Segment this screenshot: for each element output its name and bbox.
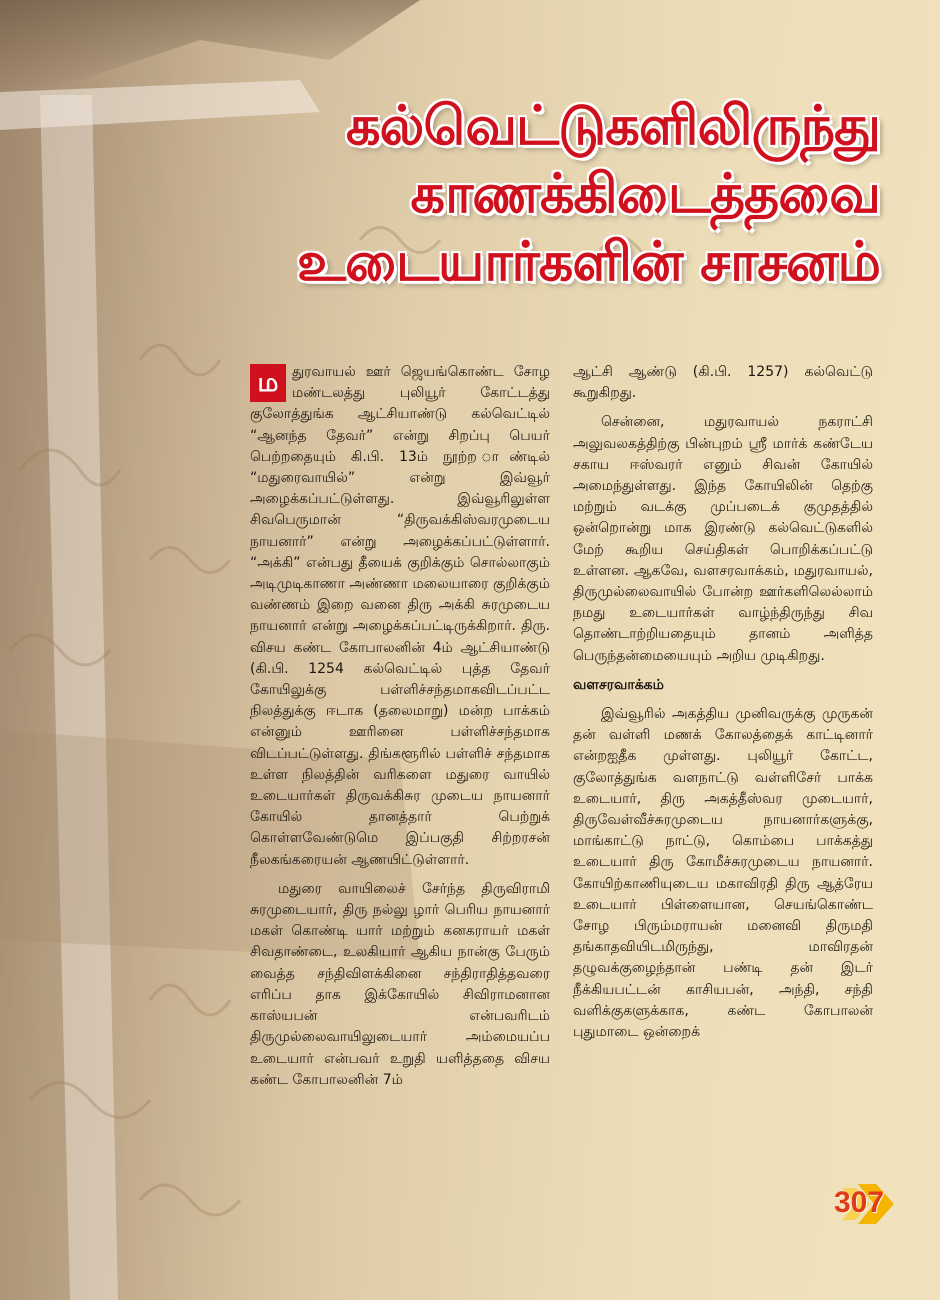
article-paragraph-1 bbox=[250, 362, 550, 871]
article-paragraph-2: மதுரை வாயிலைச் சேர்ந்த திருவிராமி சுரமுடையார், திரு நல்லு ழார் பெரிய நாயனார் மகள் கொண்டி யார் மற்றும் கனகராயர் மகள் சிவதாண்டை, உலகியார் ஆகிய நான்கு பேரும் வைத்த சந்திவிளக்கினை சந்திராதித்தவரை எரிப்ப தாக இக்கோயில் சிவிராமனான காஸ்யபன் என்பவரிடம் திருமுல்லைவாயிலுடையார் அம்மையப்ப உடையார் என்பவர் உறுதி யளித்ததை விசய கண்ட கோபாலனின் 7ம் bbox=[250, 880, 550, 1088]
article-paragraph-5: இவ்வூரில் அகத்திய முனிவருக்கு முருகன் தன் வள்ளி மணக் கோலத்தைக் காட்டினார் என்றஐதீக முள்ளது. புலியூர் கோட்ட, குலோத்துங்க வளநாட்டு வள்ளிசேர் பாக்க உடையார், திரு அகத்தீஸ்வர முடையார், திருவேள்வீச்சுரமுடைய நாயனார்களுக்கு, மாங்காட்டு நாட்டு, கொம்பை பாக்கத்து உடையார் திரு கோமீச்சுரமுடைய நாயனார். கோயிற்காணியுடைய மகாவிரதி திரு ஆத்ரேய உடையார் பிள்ளையான, செயங்கொண்ட சோழ பிரும்மராயன் மனைவி திருமதி தங்காதவியிடமிருந்து, மாவிரதன் தழுவக்குழைந்தான் பண்டி தன் இடர் நீக்கியபட்டன் காசியபன், அந்தி, சந்தி வளிக்குகளுக்காக, கண்ட கோபாலன் புதுமாடை ஒன்றைக் bbox=[573, 706, 873, 1041]
page-number-badge bbox=[828, 1182, 900, 1226]
paragraph-1-text: துரவாயல் ஊர் ஜெயங்கொண்ட சோழ மண்டலத்து புலியூர் கோட்டத்து குலோத்துங்க ஆட்சியாண்டு கல்வெட்டில் “ஆனந்த தேவர்” என்று சிறப்பு பெயர் பெற்றதையும் கி.பி. 13ம் நூற்ற ாண்டில் “மதுரைவாயில்” என்று இவ்வூர் அழைக்கப்பட்டுள்ளது. இவ்வூரிலுள்ள சிவபெருமான் “திருவக்கிஸ்வரமுடைய நாயனார்” என்று அழைக்கப்பட்டுள்ளார். “அக்கி” என்பது தீயைக் குறிக்கும் சொல்லாகும் அடிமுடிகாணா அண்ணா மலையாரை குறிக்கும் வண்ணம் இறை வனை திரு அக்கி சுரமுடைய நாயனார் என்று அழைக்கப்பட்டிருக்கிறார். திரு. விசய கண்ட கோபாலனின் 4ம் ஆட்சியாண்டு (கி.பி. 1254 கல்வெட்டில் புத்த தேவர் கோயிலுக்கு பள்ளிச்சந்தமாகவிடப்பட்ட நிலத்துக்கு ஈடாக (தலைமாறு) மன்ற பாக்கம் என்னும் ஊரினை பள்ளிச்சந்தமாக விடப்பட்டுள்ளது. திங்களூரில் பள்ளிச் சந்தமாக உள்ள நிலத்தின் வரிகளை மதுரை வாயில் உடையார்கள் திருவக்கிசுர முடைய நாயனார் கோயில் தானத்தார் பெற்றுக் கொள்ளவேண்டுமெ இப்பகுதி சிற்றரசன் நீலகங்கரையன் ஆணயிட்டுள்ளார். bbox=[250, 364, 550, 868]
article-paragraph-4: சென்னை, மதுரவாயல் நகராட்சி அலுவலகத்திற்கு பின்புறம் ஸ்ரீ மார்க் கண்டேய சகாய ஈஸ்வரர் எனும் சிவன் கோயில் அமைந்துள்ளது. இந்த கோயிலின் தெற்கு மற்றும் வடக்கு முப்படைக் குமுதத்தில் ஒன்றொன்று மாக இரண்டு கல்வெட்டுகளில் மேற் கூறிய செய்திகள் பொறிக்கப்பட்டு உள்ளன. ஆகவே, வளசரவாக்கம், மதுரவாயல், திருமுல்லைவாயில் போன்ற ஊர்களிலெல்லாம் நமது உடையார்கள் வாழ்ந்திருந்து சிவ தொண்டாற்றியதையும் தானம் அளித்த பெருந்தன்மையையும் அறிய முடிகிறது. bbox=[573, 414, 873, 664]
title-line-3: உடையார்களின் சாசனம் bbox=[296, 230, 880, 293]
article-title bbox=[240, 92, 880, 296]
title-line-1: கல்வெட்டுகளிலிருந்து bbox=[345, 94, 880, 157]
article-column-right bbox=[573, 362, 873, 1172]
article-column-left bbox=[250, 362, 550, 1172]
section-heading: வளசரவாக்கம் bbox=[573, 676, 664, 693]
page-number: 307 bbox=[834, 1186, 885, 1219]
title-line-2: காணக்கிடைத்தவை bbox=[410, 162, 880, 225]
drop-cap: ம bbox=[250, 364, 286, 402]
article-paragraph-3: ஆட்சி ஆண்டு (கி.பி. 1257) கல்வெட்டு கூறுகிறது. bbox=[573, 364, 873, 402]
